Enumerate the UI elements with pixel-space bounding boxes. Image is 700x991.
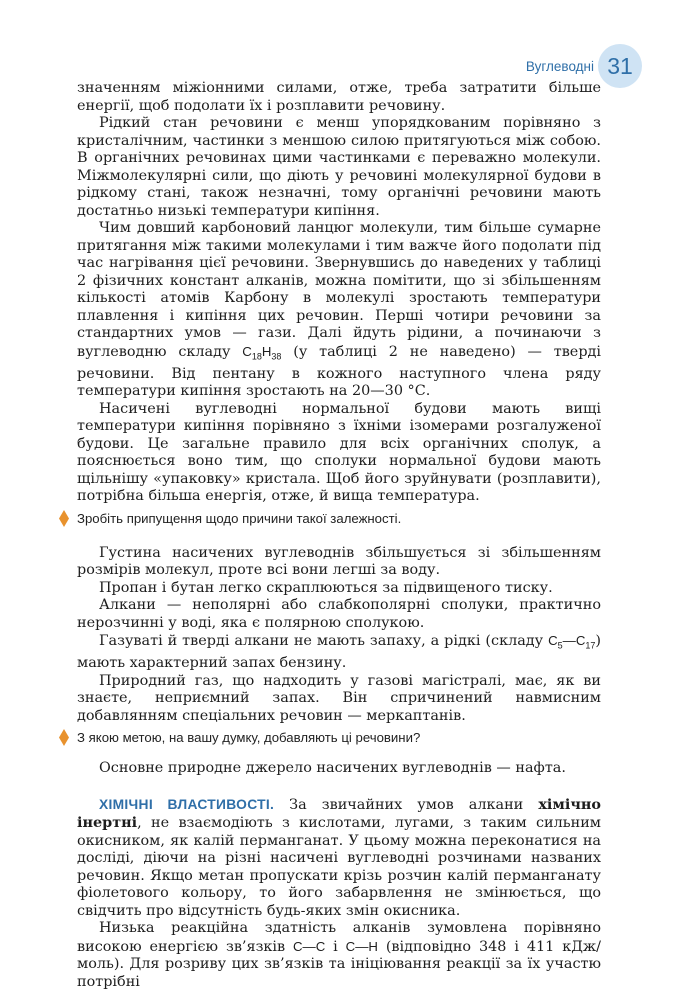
- page-number: 31: [607, 52, 633, 79]
- task-2: [77, 729, 601, 746]
- paragraph-5: Густина насичених вуглеводнів збільшується зі збільшенням розмірів молекул, проте всі вони легші за воду.: [77, 544, 601, 579]
- formula-c-h: C—H: [345, 938, 378, 954]
- paragraph-12: Низька реакційна здатність алканів зумовлена порівняно високою енергією зв’язків C—C і C—H (відповідно 348 і 411 кДж/моль). Для розриву цих зв’язків та ініціювання реакції за їх участю потрібні: [77, 920, 601, 990]
- section-title: ХІМІЧНІ ВЛАСТИВОСТІ.: [99, 796, 275, 812]
- paragraph-11: ХІМІЧНІ ВЛАСТИВОСТІ. За звичайних умов алкани хімічно інертні, не взаємодіють з кислотами, лугами, з таким сильним окисником, як калій перманганат. У цьому можна переконатися на досліді, діючи на різні насичені вуглеводні розчинами названих речовин. Якщо метан пропускати крізь розчин калій перманганату фіолетового кольору, то його забарвлення не змінюється, що свідчить про відсутність будь-яких змін окисника.: [77, 795, 601, 919]
- paragraph-8: Газуваті й тверді алкани не мають запаху, а рідкі (складу $C_5—C_{17}$) мають характерний запах бензину.: [77, 633, 601, 672]
- formula-c-c: C—C: [293, 938, 326, 954]
- paragraph-7: Алкани — неполярні або слабкополярні сполуки, практично нерозчинні у воді, яка є полярною сполукою.: [77, 597, 601, 631]
- orange-diamond-icon: [59, 510, 69, 527]
- paragraph-3: Чим довший карбоновий ланцюг молекули, тим більше сумарне притягання між такими молекулами і тим важче його подолати під час нагрівання цієї речовини. Звернувшись до наведених у таблиці 2 фізичних констант алканів, можна помітити, що зі збільшенням кількості атомів Карбону в молекулі зростають температури плавлення і кипіння цих речовин. Перші чотири речовини за стандартних умов — гази. Далі йдуть рідини, а починаючи з вуглеводню складу $C_{18}H_{38}$ (у таблиці 2 не наведено) — тверді речовини. Від пентану в кожного наступного члена ряду температури кипіння зростають на 20—30 °С.: [77, 220, 602, 400]
- formula-c5-c17: $C_5—C_{17}$: [548, 633, 596, 651]
- paragraph-2: Рідкий стан речовини є менш упорядкованим порівняно з кристалічним, частинки з меншою силою притягуються між собою. В органічних речовинах цими частинками є переважно молекули. Міжмолекулярні сили, що діють у речовині молекулярної будови в рідкому стані, також незначні, тому органічні речовини мають достатньо низькі температури кипіння.: [77, 115, 601, 219]
- bold-term: хімічно інертні: [77, 795, 601, 832]
- formula-c18h38: $C_{18}H_{38}$: [242, 343, 282, 362]
- task-1: [77, 510, 601, 527]
- paragraph-6: Пропан і бутан легко скраплюються за підвищеного тиску.: [99, 579, 553, 596]
- paragraph-10: Основне природне джерело насичених вуглеводнів — нафта.: [99, 760, 566, 777]
- task-1-text: Зробіть припущення щодо причини такої залежності.: [77, 510, 402, 526]
- paragraph-1: значенням міжіонними силами, отже, треба затратити більше енергії, щоб подолати їх і розплавити речовину.: [77, 80, 601, 114]
- orange-diamond-icon: [59, 729, 69, 746]
- page-number-badge: [598, 44, 642, 88]
- task-2-text: З якою метою, на вашу думку, добавляють ці речовини?: [77, 730, 421, 746]
- paragraph-4: Насичені вуглеводні нормальної будови мають вищі температури кипіння порівняно з їхніми ізомерами розгалуженої будови. Це загальне правило для всіх органічних сполук, а пояснюється воно тим, що сполуки нормальної будови мають щільнішу «упаковку» кристала. Щоб його зруйнувати (розплавити), потрібна більша енергія, отже, й вища температура.: [77, 400, 601, 505]
- paragraph-9: Природний газ, що надходить у газові магістралі, має, як ви знаєте, неприємний запах. Він спричинений навмисним добавлянням спеціальних речовин — меркаптанів.: [77, 672, 601, 724]
- chapter-label: Вуглеводні: [525, 58, 594, 74]
- page-body: [77, 80, 601, 991]
